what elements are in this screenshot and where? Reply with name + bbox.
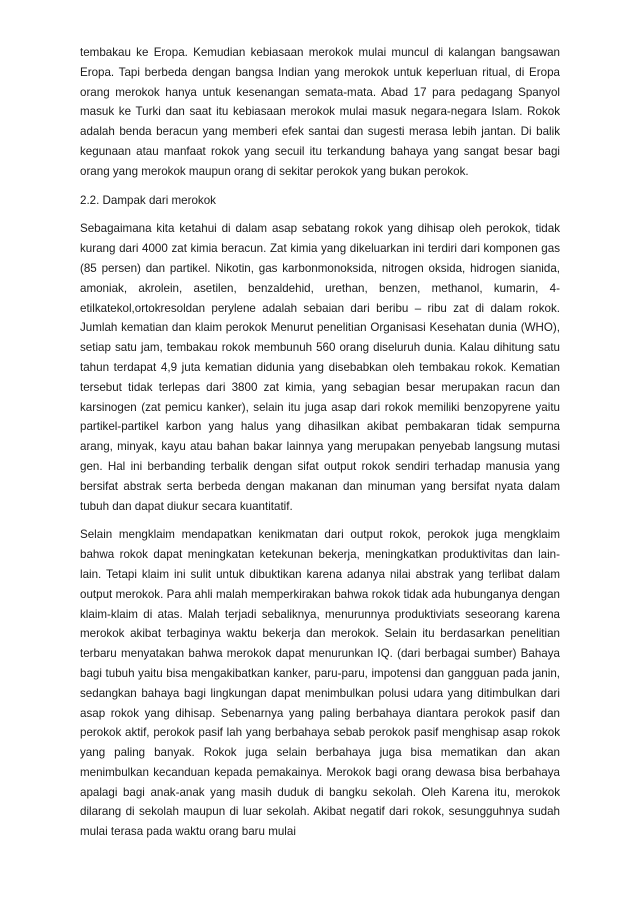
paragraph-smoking-claims: Selain mengklaim mendapatkan kenikmatan dari output rokok, perokok juga mengklaim bahwa rokok dapat meningkatan ketekunan bekerja, meningkatkan produktivitas dan lain-lain. Tetapi klaim ini sulit untuk dibuktikan karena adanya nilai abstrak yang terlibat dalam output merokok. Para ahli malah memperkirakan bahwa rokok tidak ada hubunganya dengan klaim-klaim di atas. Malah terjadi sebaliknya, menurunnya produktiviats seseorang karena merokok akibat terbaginya waktu bekerja dan merokok. Selain itu berdasarkan penelitian terbaru menyatakan bahwa merokok dapat menurunkan IQ. (dari berbagai sumber) Bahaya bagi tubuh yaitu bisa mengakibatkan kanker, paru-paru, impotensi dan gangguan pada janin, sedangkan bahaya bagi lingkungan dapat menimbulkan polusi udara yang ditimbulkan dari asap rokok yang dihisap. Sebenarnya yang paling berbahaya diantara perokok pasif dan perokok aktif, perokok pasif lah yang berbahaya sebab perokok pasif menghisap asap rokok yang paling banyak. Rokok juga selain berbahaya juga bisa mematikan dan akan menimbulkan kecanduan kepada pemakainya. Merokok bagi orang dewasa bisa berbahaya apalagi bagi anak-anak yang masih duduk di bangku sekolah. Oleh Karena itu, merokok dilarang di sekolah maupun di luar sekolah. Akibat negatif dari rokok, sesungguhnya sudah mulai terasa pada waktu orang baru mulai <box>80 528 560 839</box>
paragraph-tobacco-history: tembakau ke Eropa. Kemudian kebiasaan merokok mulai muncul di kalangan bangsawan Eropa. Tapi berbeda dengan bangsa Indian yang merokok untuk keperluan ritual, di Eropa orang merokok hanya untuk kesenangan semata-mata. Abad 17 para pedagang Spanyol masuk ke Turki dan saat itu kebiasaan merokok mulai masuk negara-negara Islam. Rokok adalah benda beracun yang memberi efek santai dan sugesti merasa lebih jantan. Di balik kegunaan atau manfaat rokok yang secuil itu terkandung bahaya yang sangat besar bagi orang yang merokok maupun orang di sekitar perokok yang bukan perokok. <box>80 46 560 178</box>
section-heading: 2.2. Dampak dari merokok <box>80 193 216 207</box>
paragraph-chemical-content: Sebagaimana kita ketahui di dalam asap sebatang rokok yang dihisap oleh perokok, tidak kurang dari 4000 zat kimia beracun. Zat kimia yang dikeluarkan ini terdiri dari komponen gas (85 persen) dan partikel. Nikotin, gas karbonmonoksida, nitrogen oksida, hidrogen sianida, amoniak, akrolein, asetilen, benzaldehid, urethan, benzen, methanol, kumarin, 4-etilkatekol,ortokresoldan perylene adalah sebaian dari beribu – ribu zat di dalam rokok. Jumlah kematian dan klaim perokok Menurut penelitian Organisasi Kesehatan dunia (WHO), setiap satu jam, tembakau rokok membunuh 560 orang diseluruh dunia. Kalau dihitung satu tahun terdapat 4,9 juta kematian didunia yang disebabkan oleh tembakau rokok. Kematian tersebut tidak terlepas dari 3800 zat kimia, yang sebagian besar merupakan racun dan karsinogen (zat pemicu kanker), selain itu juga asap dari rokok memiliki benzopyrene yaitu partikel-partikel karbon yang halus yang dihasilkan akibat pembakaran tidak sempurna arang, minyak, kayu atau bahan bakar lainnya yang merupakan penyebab langsung mutasi gen. Hal ini berbanding terbalik dengan sifat output rokok sendiri terhadap manusia yang bersifat abstrak serta berbeda dengan makanan dan minuman yang bersifat nyata dalam tubuh dan dapat diukur secara kuantitatif. <box>80 222 560 513</box>
